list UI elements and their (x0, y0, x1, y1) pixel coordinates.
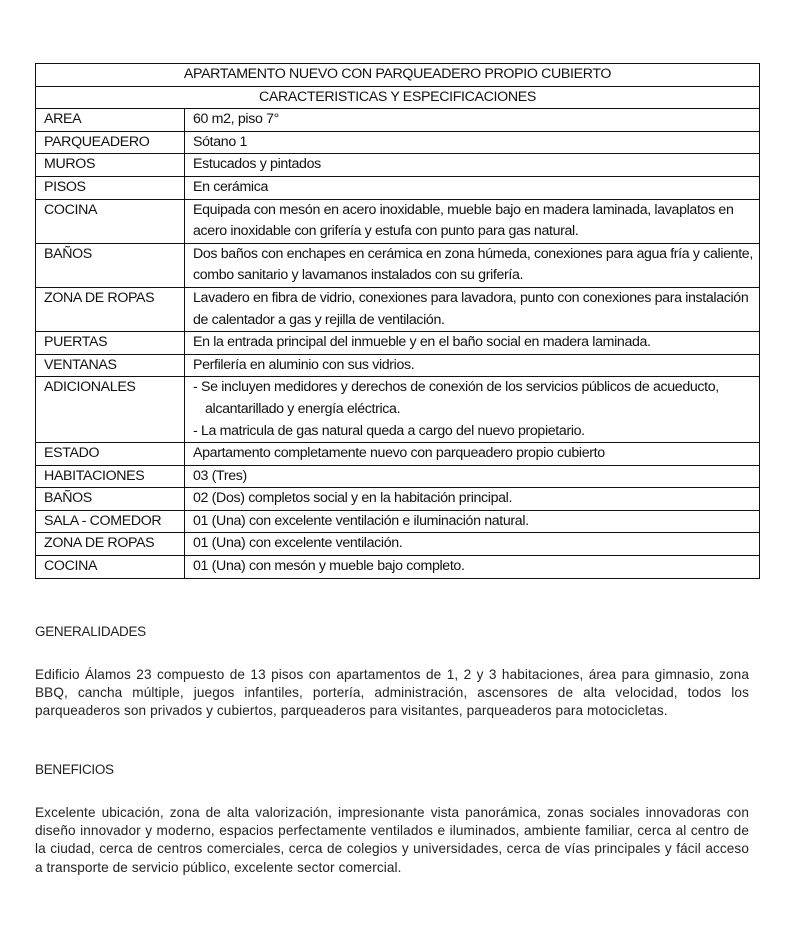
row-label: BAÑOS (36, 243, 185, 287)
table-row (36, 354, 760, 377)
row-value: 01 (Una) con excelente ventilación e iluminación natural. (185, 510, 760, 533)
row-value: 03 (Tres) (185, 465, 760, 488)
bullet-item: - La matricula de gas natural queda a cargo del nuevo propietario. (193, 422, 585, 439)
row-label: VENTANAS (36, 354, 185, 377)
table-row (36, 199, 760, 243)
row-value: Equipada con mesón en acero inoxidable, mueble bajo en madera laminada, lavaplatos en acero inoxidable con grifería y estufa con punto para gas natural. (185, 199, 760, 243)
table-row (36, 154, 760, 177)
row-value: Perfilería en aluminio con sus vidrios. (185, 354, 760, 377)
beneficios-paragraph: Excelente ubicación, zona de alta valorización, impresionante vista panorámica, zonas sociales innovadoras con diseño innovador y moderno, espacios perfectamente ventilados e iluminados, ambiente familiar, cerca al centro de la ciudad, cerca de centros comerciales, cerca de colegios y universidades, cerca de vías principales y fácil acceso a transporte de servicio público, excelente sector comercial. (35, 805, 749, 875)
table-row (36, 510, 760, 533)
row-label: MUROS (36, 154, 185, 177)
table-row (36, 488, 760, 511)
row-label: ADICIONALES (36, 377, 185, 443)
row-value: 01 (Una) con excelente ventilación. (185, 533, 760, 556)
specifications-table (35, 63, 760, 579)
row-value: 60 m2, piso 7° (185, 109, 760, 132)
row-value: 01 (Una) con mesón y mueble bajo completo. (185, 556, 760, 579)
row-value: Lavadero en fibra de vidrio, conexiones para lavadora, punto con conexiones para instalación de calentador a gas y rejilla de ventilación. (185, 287, 760, 331)
table-row (36, 377, 760, 443)
row-label: PUERTAS (36, 332, 185, 355)
row-label: SALA - COMEDOR (36, 510, 185, 533)
table-row (36, 443, 760, 466)
row-value: En cerámica (185, 176, 760, 199)
table-row (36, 287, 760, 331)
row-label: PARQUEADERO (36, 131, 185, 154)
table-subtitle: CARACTERISTICAS Y ESPECIFICACIONES (36, 86, 760, 109)
table-row (36, 556, 760, 579)
table-subtitle-row (36, 86, 760, 109)
table-row (36, 109, 760, 132)
row-value: En la entrada principal del inmueble y en el baño social en madera laminada. (185, 332, 760, 355)
table-row (36, 243, 760, 287)
row-label: COCINA (36, 556, 185, 579)
row-label: BAÑOS (36, 488, 185, 511)
table-title-row (36, 64, 760, 87)
table-row (36, 465, 760, 488)
row-label: HABITACIONES (36, 465, 185, 488)
table-title: APARTAMENTO NUEVO CON PARQUEADERO PROPIO CUBIERTO (36, 64, 760, 87)
row-label: COCINA (36, 199, 185, 243)
table-row (36, 533, 760, 556)
row-label: ZONA DE ROPAS (36, 533, 185, 556)
row-label: ZONA DE ROPAS (36, 287, 185, 331)
row-value: Sótano 1 (185, 131, 760, 154)
row-value: 02 (Dos) completos social y en la habitación principal. (185, 488, 760, 511)
table-row (36, 176, 760, 199)
row-value (185, 377, 760, 443)
row-label: ESTADO (36, 443, 185, 466)
row-value: Apartamento completamente nuevo con parqueadero propio cubierto (185, 443, 760, 466)
bullet-item: - Se incluyen medidores y derechos de conexión de los servicios públicos de acueducto, alcantarillado y energía eléctrica. (193, 379, 719, 417)
row-value: Dos baños con enchapes en cerámica en zona húmeda, conexiones para agua fría y caliente, combo sanitario y lavamanos instalados con su grifería. (185, 243, 760, 287)
generalidades-heading: GENERALIDADES (35, 624, 146, 639)
row-label: AREA (36, 109, 185, 132)
beneficios-heading: BENEFICIOS (35, 762, 114, 777)
generalidades-paragraph: Edificio Álamos 23 compuesto de 13 pisos con apartamentos de 1, 2 y 3 habitaciones, área para gimnasio, zona BBQ, cancha múltiple, juegos infantiles, portería, administración, ascensores de alta velocidad, todos los parqueaderos son privados y cubiertos, parqueaderos para visitantes, parqueaderos para motocicletas. (35, 667, 749, 719)
row-value: Estucados y pintados (185, 154, 760, 177)
row-label: PISOS (36, 176, 185, 199)
table-row (36, 332, 760, 355)
table-row (36, 131, 760, 154)
